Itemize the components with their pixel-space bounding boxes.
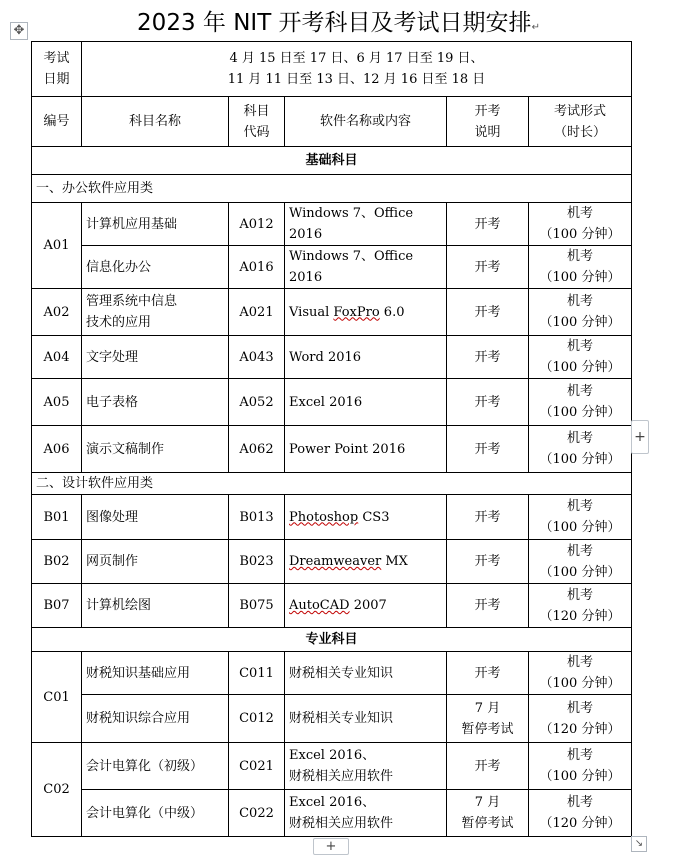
row-software: Excel 2016 [285,379,447,426]
plus-icon: + [325,839,337,854]
document-title: 2023 年 NIT 开考科目及考试日期安排↵ [137,10,540,36]
table-row [32,289,632,336]
category-office: 一、办公软件应用类 [32,175,632,203]
row-code: A01 [32,203,82,289]
header-exam-form: 考试形式 （时长） [529,97,632,147]
row-exam-form: 机考 （100 分钟） [529,426,632,473]
row-subject-code: A043 [229,336,285,379]
row-software: Windows 7、Office 2016 [285,203,447,246]
row-exam-form: 机考 （100 分钟） [529,743,632,790]
table-row [32,695,632,743]
row-subject-name: 计算机绘图 [82,584,229,628]
row-status: 开考 [447,652,529,695]
row-exam-form: 机考 （120 分钟） [529,695,632,743]
section-professional: 专业科目 [32,628,632,652]
table-row [32,203,632,246]
row-subject-name: 演示文稿制作 [82,426,229,473]
row-subject-code: C011 [229,652,285,695]
row-software: 财税相关专业知识 [285,695,447,743]
row-software: 财税相关专业知识 [285,652,447,695]
row-software: Photoshop CS3 [285,495,447,540]
row-code: B02 [32,540,82,584]
row-subject-code: A012 [229,203,285,246]
table-row [32,495,632,540]
row-exam-form: 机考 （120 分钟） [529,790,632,837]
row-status: 7 月 暂停考试 [447,790,529,837]
row-exam-form: 机考 （100 分钟） [529,540,632,584]
section-basic: 基础科目 [32,147,632,175]
row-code: A04 [32,336,82,379]
table-row [32,652,632,695]
row-status: 开考 [447,540,529,584]
table-row [32,379,632,426]
add-row-button[interactable] [313,838,349,855]
row-subject-code: A016 [229,246,285,289]
table-header-row [32,97,632,147]
header-software: 软件名称或内容 [285,97,447,147]
row-status: 开考 [447,426,529,473]
row-subject-name: 文字处理 [82,336,229,379]
row-subject-code: A052 [229,379,285,426]
row-subject-code: B023 [229,540,285,584]
row-subject-name: 网页制作 [82,540,229,584]
add-column-button[interactable] [631,420,649,454]
row-exam-form: 机考 （100 分钟） [529,379,632,426]
row-software: AutoCAD 2007 [285,584,447,628]
row-subject-name: 会计电算化（中级） [82,790,229,837]
row-subject-code: A062 [229,426,285,473]
row-subject-name: 信息化办公 [82,246,229,289]
row-status: 开考 [447,743,529,790]
resize-arrow-icon[interactable]: ↘ [631,836,647,852]
row-status: 开考 [447,336,529,379]
row-code: B01 [32,495,82,540]
plus-icon: + [634,429,646,445]
row-exam-form: 机考 （100 分钟） [529,203,632,246]
row-status: 开考 [447,289,529,336]
row-software: Word 2016 [285,336,447,379]
row-subject-code: C021 [229,743,285,790]
section-row-professional [32,628,632,652]
exam-dates-value: 4 月 15 日至 17 日、6 月 17 日至 19 日、 11 月 11 日至 13 日、12 月 16 日至 18 日 [82,42,632,97]
table-row [32,246,632,289]
table-row [32,336,632,379]
row-code: A05 [32,379,82,426]
row-software: Visual FoxPro 6.0 [285,289,447,336]
row-status: 7 月 暂停考试 [447,695,529,743]
row-status: 开考 [447,203,529,246]
section-row-design [32,473,632,495]
row-code: C02 [32,743,82,837]
row-exam-form: 机考 （120 分钟） [529,584,632,628]
header-code: 编号 [32,97,82,147]
section-row-basic [32,147,632,175]
table-row [32,584,632,628]
row-subject-name: 财税知识综合应用 [82,695,229,743]
table-row [32,790,632,837]
category-design: 二、设计软件应用类 [32,473,632,495]
header-subject-code: 科目 代码 [229,97,285,147]
row-software: Excel 2016、 财税相关应用软件 [285,743,447,790]
exam-dates-label: 考试 日期 [32,42,82,97]
section-row-office [32,175,632,203]
row-code: A02 [32,289,82,336]
row-subject-name: 图像处理 [82,495,229,540]
row-subject-name: 管理系统中信息 技术的应用 [82,289,229,336]
row-exam-form: 机考 （100 分钟） [529,336,632,379]
row-subject-code: C012 [229,695,285,743]
table-row [32,426,632,473]
row-subject-name: 财税知识基础应用 [82,652,229,695]
row-software: Excel 2016、 财税相关应用软件 [285,790,447,837]
row-subject-name: 电子表格 [82,379,229,426]
row-status: 开考 [447,584,529,628]
header-status: 开考 说明 [447,97,529,147]
row-exam-form: 机考 （100 分钟） [529,495,632,540]
move-arrows-icon[interactable]: ✥ [10,22,28,40]
row-software: Dreamweaver MX [285,540,447,584]
row-code: A06 [32,426,82,473]
exam-dates-row [32,42,632,97]
header-subject-name: 科目名称 [82,97,229,147]
row-status: 开考 [447,246,529,289]
row-exam-form: 机考 （100 分钟） [529,289,632,336]
schedule-table [31,41,632,837]
row-status: 开考 [447,379,529,426]
row-subject-code: A021 [229,289,285,336]
table-row [32,540,632,584]
row-software: Power Point 2016 [285,426,447,473]
row-exam-form: 机考 （100 分钟） [529,246,632,289]
row-subject-code: B075 [229,584,285,628]
row-subject-name: 会计电算化（初级） [82,743,229,790]
row-subject-code: B013 [229,495,285,540]
row-subject-code: C022 [229,790,285,837]
table-row [32,743,632,790]
row-code: B07 [32,584,82,628]
row-software: Windows 7、Office 2016 [285,246,447,289]
row-subject-name: 计算机应用基础 [82,203,229,246]
row-code: C01 [32,652,82,743]
row-status: 开考 [447,495,529,540]
row-exam-form: 机考 （100 分钟） [529,652,632,695]
